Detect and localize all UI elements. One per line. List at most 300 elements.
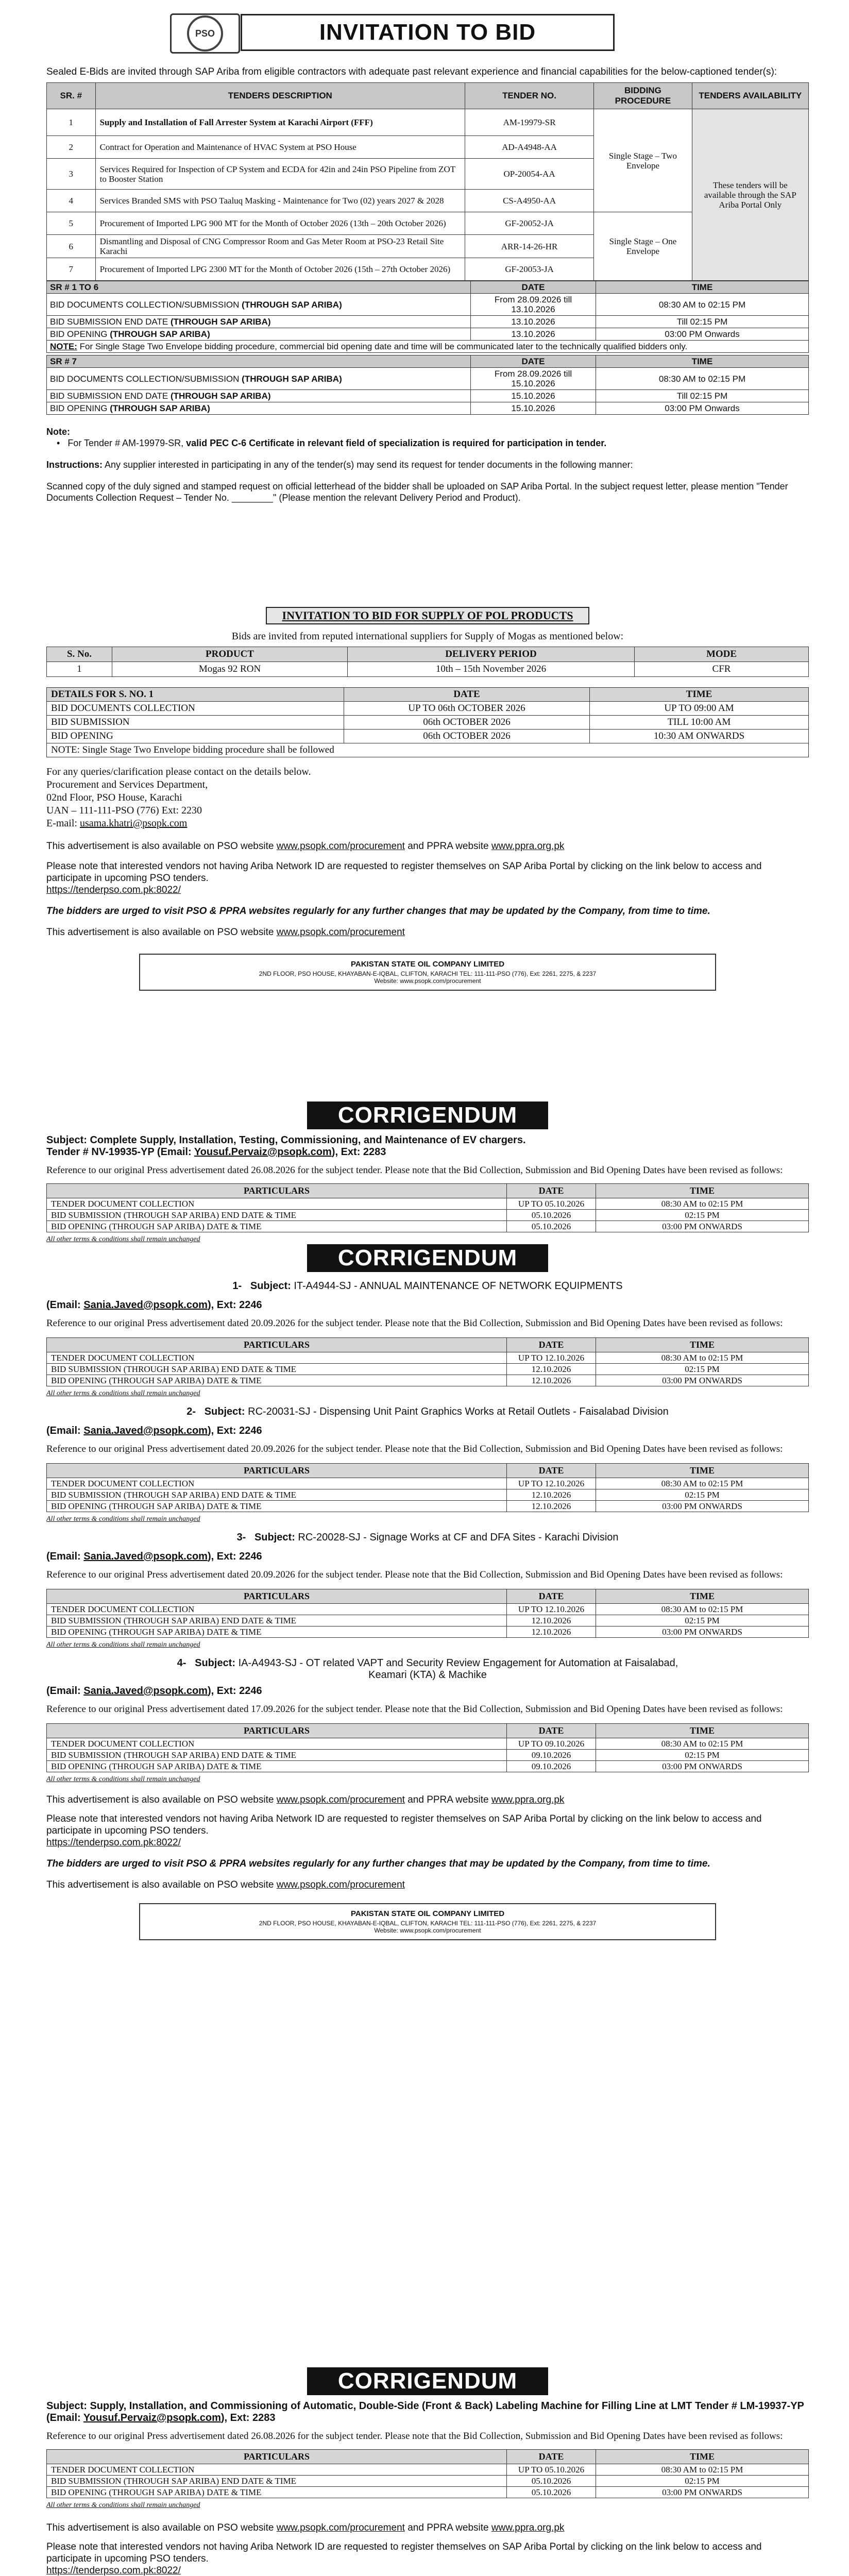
item-no: 2- <box>186 1406 196 1417</box>
schedule-header <box>47 281 809 294</box>
footer-website: Website: www.psopk.com/procurement <box>374 1927 481 1934</box>
pso-link[interactable]: www.psopk.com/procurement <box>276 1794 405 1805</box>
cell-procedure: Single Stage – Two Envelope <box>594 109 692 212</box>
col-date: DATE <box>507 1338 596 1352</box>
email-link[interactable]: Sania.Javed@psopk.com <box>83 1299 208 1311</box>
cell-date: 15.10.2026 <box>471 390 596 402</box>
cell <box>47 328 471 341</box>
cell-time: 08:30 AM to 02:15 PM <box>596 1738 809 1750</box>
instructions <box>46 459 809 470</box>
corr-email: (Email: Sania.Javed@psopk.com), Ext: 2246 <box>46 1551 262 1562</box>
cell-time: Till 02:15 PM <box>596 390 809 402</box>
email-label: E-mail: <box>46 818 80 829</box>
contact-line: UAN – 111-111-PSO (776) Ext: 2230 <box>46 805 202 816</box>
cell-particulars: TENDER DOCUMENT COLLECTION <box>47 1352 507 1364</box>
cell-date: 13.10.2026 <box>471 328 596 341</box>
cell-sr: 7 <box>47 258 96 281</box>
cell-time: 03:00 PM ONWARDS <box>596 1626 809 1638</box>
cell-time: 08:30 AM to 02:15 PM <box>596 294 809 316</box>
subject-text: RC-20031-SJ - Dispensing Unit Paint Graphics Works at Retail Outlets - Faisalabad Division <box>245 1406 669 1417</box>
cell-date: 05.10.2026 <box>507 1210 596 1221</box>
cell-bold: (THROUGH SAP ARIBA) <box>242 374 342 384</box>
corrigendum-title: CORRIGENDUM <box>307 1101 548 1129</box>
corr-header-row <box>47 1464 809 1478</box>
cell-time: 02:15 PM <box>596 1615 809 1626</box>
ariba-link[interactable]: https://tenderpso.com.pk:8022/ <box>46 2565 181 2576</box>
cell-particulars: BID OPENING (THROUGH SAP ARIBA) DATE & TIME <box>47 1626 507 1638</box>
footer-company: PAKISTAN STATE OIL COMPANY LIMITED <box>350 960 505 969</box>
details-header-row <box>47 688 809 702</box>
cell-date: 05.10.2026 <box>507 2476 596 2487</box>
table-row <box>47 368 809 390</box>
adv-text: This advertisement is also available on PSO website <box>46 1794 277 1805</box>
table-row <box>47 1375 809 1386</box>
cell-time: 08:30 AM to 02:15 PM <box>596 1478 809 1489</box>
cell-time: 08:30 AM to 02:15 PM <box>596 1198 809 1210</box>
cell-particulars: BID OPENING (THROUGH SAP ARIBA) DATE & TIME <box>47 2487 507 2498</box>
col-date: DATE <box>507 1464 596 1478</box>
page-title: INVITATION TO BID <box>241 14 615 51</box>
ariba-note: Please note that interested vendors not having Ariba Network ID are requested to register themselves on SAP Ariba Portal by clicking on the link below to access and participate in upcoming PSO tenders. <box>46 861 762 884</box>
subject-text: Supply, Installation, and Commissioning of Automatic, Double-Side (Front & Back) Labeling Machine for Filling Line at LMT Tender # LM-19937-YP ( <box>46 2400 804 2424</box>
corr-email: (Email: Sania.Javed@psopk.com), Ext: 2246 <box>46 1299 262 1311</box>
email-link[interactable]: Yousuf.Pervaiz@psopk.com <box>194 1146 332 1158</box>
col-date: DATE <box>507 2450 596 2464</box>
cell-particulars: TENDER DOCUMENT COLLECTION <box>47 1478 507 1489</box>
item-no: 1- <box>232 1280 242 1292</box>
table-row <box>47 730 809 743</box>
corrigendum-2 <box>46 1244 809 1940</box>
cell-date: 12.10.2026 <box>507 1626 596 1638</box>
col-time: TIME <box>596 1338 809 1352</box>
details-time-h: TIME <box>590 688 809 702</box>
schedule-7 <box>46 355 809 415</box>
footer-address: 2ND FLOOR, PSO HOUSE, KHAYABAN-E-IQBAL, CLIFTON, KARACHI TEL: 111-111-PSO (776), Ext: 2261, 2275, & 2237 <box>259 1920 597 1927</box>
table-row <box>47 743 809 757</box>
instructions-label: Instructions: <box>46 460 103 470</box>
table-row <box>47 294 809 316</box>
col-period: DELIVERY PERIOD <box>348 647 635 662</box>
email-link[interactable]: Sania.Javed@psopk.com <box>83 1425 208 1436</box>
note-item-a: For Tender # AM-19979-SR, <box>67 438 186 448</box>
cell-bold: (THROUGH SAP ARIBA) <box>242 299 342 310</box>
cell-desc: Contract for Operation and Maintenance of HVAC System at PSO House <box>95 136 465 159</box>
tenders-table <box>46 82 809 281</box>
col-particulars: PARTICULARS <box>47 1589 507 1604</box>
item-no: 4- <box>177 1657 186 1669</box>
subject-label: Subject: <box>250 1280 291 1292</box>
pol-note: NOTE: Single Stage Two Envelope bidding procedure shall be followed <box>47 743 809 757</box>
table-row <box>47 1221 809 1232</box>
cell-date: 12.10.2026 <box>507 1615 596 1626</box>
cell-period: 10th – 15th November 2026 <box>348 662 635 677</box>
cell-time: 03:00 PM ONWARDS <box>596 1761 809 1772</box>
corrigendum-title: CORRIGENDUM <box>307 2367 548 2395</box>
table-row <box>47 702 809 716</box>
cell-no: CS-A4950-AA <box>465 190 593 212</box>
cell-particulars: TENDER DOCUMENT COLLECTION <box>47 1604 507 1615</box>
adv-text: and PPRA website <box>404 1794 491 1805</box>
cell-desc: Dismantling and Disposal of CNG Compressor Room and Gas Meter Room at PSO-23 Retail Site Karachi <box>95 235 465 258</box>
corr-header-row <box>47 2450 809 2464</box>
corr-table <box>46 1463 809 1512</box>
corr-subject <box>46 1406 809 1418</box>
cell-bold: (THROUGH SAP ARIBA) <box>170 317 271 327</box>
corr-reference: Reference to our original Press advertisement dated 20.09.2026 for the subject tender. Please note that the Bid Collection, Submission and Bid Opening Dates have been revised as follows: <box>46 1318 783 1329</box>
ext-text: ), Ext: 2283 <box>331 1146 386 1158</box>
cell-text: BID OPENING <box>50 403 110 413</box>
col-procedure: BIDDING PROCEDURE <box>594 83 692 109</box>
unchanged-note: All other terms & conditions shall remain unchanged <box>46 1641 200 1649</box>
cell-bold: (THROUGH SAP ARIBA) <box>170 391 271 401</box>
schedule-label: SR # 1 TO 6 <box>47 281 471 294</box>
cell <box>47 368 471 390</box>
adv-text: This advertisement is also available on PSO website <box>46 2522 277 2533</box>
ext-text: , Ext: 2246 <box>211 1299 262 1311</box>
subject-label: Subject: <box>195 1657 236 1669</box>
col-time: TIME <box>596 1724 809 1738</box>
email-label: Email: <box>160 1146 194 1158</box>
corr-reference: Reference to our original Press advertisement dated 20.09.2026 for the subject tender. Please note that the Bid Collection, Submission and Bid Opening Dates have been revised as follows: <box>46 1569 783 1580</box>
ppra-link[interactable]: www.ppra.org.pk <box>491 2522 565 2533</box>
cell-particulars: BID SUBMISSION (THROUGH SAP ARIBA) END DATE & TIME <box>47 1750 507 1761</box>
cell-date: UP TO 06th OCTOBER 2026 <box>344 702 590 716</box>
adv-line <box>46 1794 809 1806</box>
pso-link[interactable]: www.psopk.com/procurement <box>276 841 405 852</box>
cell-date: From 28.09.2026 till 13.10.2026 <box>471 294 596 316</box>
table-row <box>47 1489 809 1501</box>
cell-text: BID OPENING <box>50 329 110 339</box>
ariba-link[interactable]: https://tenderpso.com.pk:8022/ <box>46 885 181 895</box>
cell-text: BID DOCUMENTS COLLECTION/SUBMISSION <box>50 374 242 384</box>
corr-reference: Reference to our original Press advertisement dated 20.09.2026 for the subject tender. Please note that the Bid Collection, Submission and Bid Opening Dates have been revised as follows: <box>46 1444 783 1454</box>
table-row <box>47 390 809 402</box>
cell-time: 02:15 PM <box>596 1750 809 1761</box>
ariba-note: Please note that interested vendors not having Ariba Network ID are requested to register themselves on SAP Ariba Portal by clicking on the link below to access and participate in upcoming PSO tenders. <box>46 1814 762 1836</box>
contact-email-line <box>46 817 809 830</box>
cell-date: UP TO 12.10.2026 <box>507 1478 596 1489</box>
urge-text: The bidders are urged to visit PSO & PPRA websites regularly for any further changes that may be updated by the Company, from time to time. <box>46 906 710 917</box>
cell <box>47 390 471 402</box>
corr-tender <box>46 1146 809 1158</box>
cell-time: 02:15 PM <box>596 2476 809 2487</box>
corr-subject <box>46 1134 809 1146</box>
cell-date: 09.10.2026 <box>507 1761 596 1772</box>
table-row <box>47 1501 809 1512</box>
table-row <box>47 1364 809 1375</box>
cell-label: BID SUBMISSION <box>47 716 344 730</box>
schedule-time-h: TIME <box>596 281 809 294</box>
cell-date: 05.10.2026 <box>507 2487 596 2498</box>
subject-label: Subject: <box>46 2400 87 2412</box>
details-label: DETAILS FOR S. NO. 1 <box>47 688 344 702</box>
schedule-label: SR # 7 <box>47 355 471 368</box>
col-time: TIME <box>596 1589 809 1604</box>
table-row <box>47 316 809 328</box>
pso-link[interactable]: www.psopk.com/procurement <box>276 2522 405 2533</box>
cell-time: UP TO 09:00 AM <box>590 702 809 716</box>
cell-particulars: TENDER DOCUMENT COLLECTION <box>47 2464 507 2476</box>
unchanged-note: All other terms & conditions shall remain unchanged <box>46 2501 200 2509</box>
cell-particulars: BID SUBMISSION (THROUGH SAP ARIBA) END DATE & TIME <box>47 1489 507 1501</box>
email-link[interactable]: Sania.Javed@psopk.com <box>83 1685 208 1697</box>
cell-mode: CFR <box>635 662 809 677</box>
email-label: Email: <box>49 1551 84 1562</box>
cell-sr: 3 <box>47 159 96 190</box>
cell-time: 08:30 AM to 02:15 PM <box>596 1352 809 1364</box>
cell-date: 06th OCTOBER 2026 <box>344 730 590 743</box>
unchanged-note: All other terms & conditions shall remain unchanged <box>46 1389 200 1397</box>
itb-section <box>46 9 809 503</box>
ppra-link[interactable]: www.ppra.org.pk <box>491 841 565 852</box>
subject-label: Subject: <box>46 1134 87 1146</box>
cell <box>47 402 471 415</box>
ariba-note: Please note that interested vendors not having Ariba Network ID are requested to register themselves on SAP Ariba Portal by clicking on the link below to access and participate in upcoming PSO tenders. <box>46 2541 762 2564</box>
cell-no: GF-20053-JA <box>465 258 593 281</box>
pol-adv-block <box>46 840 809 938</box>
col-particulars: PARTICULARS <box>47 1184 507 1198</box>
cell-particulars: TENDER DOCUMENT COLLECTION <box>47 1738 507 1750</box>
corrigendum-3 <box>46 2367 809 2576</box>
adv-line <box>46 2522 809 2534</box>
note-item-b: valid PEC C-6 Certificate in relevant field of specialization is required for participation in tender. <box>186 438 607 448</box>
schedule-time-h: TIME <box>596 355 809 368</box>
cell-desc: Supply and Installation of Fall Arrester System at Karachi Airport (FFF) <box>95 109 465 136</box>
corrigendum-1 <box>46 1101 809 1244</box>
col-particulars: PARTICULARS <box>47 2450 507 2464</box>
adv-text: This advertisement is also available on PSO website <box>46 841 277 852</box>
cell-time: 03:00 PM ONWARDS <box>596 1221 809 1232</box>
intro-text: Sealed E-Bids are invited through SAP Ariba from eligible contractors with adequate past relevant experience and financial capabilities for the below-captioned tender(s): <box>46 66 777 77</box>
adv-line <box>46 840 809 852</box>
table-row <box>47 328 809 341</box>
adv-text: and PPRA website <box>404 2522 491 2533</box>
table-row <box>47 402 809 415</box>
cell-date: UP TO 12.10.2026 <box>507 1352 596 1364</box>
col-date: DATE <box>507 1184 596 1198</box>
cell-time: 08:30 AM to 02:15 PM <box>596 368 809 390</box>
col-date: DATE <box>507 1724 596 1738</box>
table-row <box>47 662 809 677</box>
schedule-date-h: DATE <box>471 281 596 294</box>
footer <box>139 1903 716 1940</box>
cell-time: 02:15 PM <box>596 1489 809 1501</box>
table-row <box>47 1604 809 1615</box>
subject-text: RC-20028-SJ - Signage Works at CF and DFA Sites - Karachi Division <box>295 1532 619 1543</box>
schedule-note <box>47 341 809 353</box>
cell-time: 08:30 AM to 02:15 PM <box>596 1604 809 1615</box>
details-date-h: DATE <box>344 688 590 702</box>
cell-availability: These tenders will be available through the SAP Ariba Portal Only <box>692 109 808 281</box>
cell-no: OP-20054-AA <box>465 159 593 190</box>
cell-date: 13.10.2026 <box>471 316 596 328</box>
cell-particulars: BID OPENING (THROUGH SAP ARIBA) DATE & TIME <box>47 1375 507 1386</box>
urge-text: The bidders are urged to visit PSO & PPRA websites regularly for any further changes that may be updated by the Company, from time to time. <box>46 1858 710 1869</box>
cell-bold: (THROUGH SAP ARIBA) <box>110 403 210 413</box>
col-time: TIME <box>596 1184 809 1198</box>
pol-header-row <box>47 647 809 662</box>
tender-no: Tender # NV-19935-YP ( <box>46 1146 161 1158</box>
table-row <box>47 1615 809 1626</box>
logo-text: PSO <box>187 15 223 52</box>
ext-text: , Ext: 2246 <box>211 1685 262 1697</box>
cell-desc: Procurement of Imported LPG 900 MT for the Month of October 2026 (13th – 20th October 2026) <box>95 212 465 235</box>
ext-text: , Ext: 2246 <box>211 1425 262 1436</box>
cell-date: 12.10.2026 <box>507 1364 596 1375</box>
cell-bold: (THROUGH SAP ARIBA) <box>110 329 210 339</box>
unchanged-note: All other terms & conditions shall remain unchanged <box>46 1235 200 1243</box>
corr-table <box>46 1589 809 1638</box>
adv-text: and PPRA website <box>404 841 491 852</box>
pol-contact <box>46 766 809 830</box>
pso-link[interactable]: www.psopk.com/procurement <box>276 1879 405 1890</box>
schedule-1-6 <box>46 281 809 353</box>
col-time: TIME <box>596 2450 809 2464</box>
table-row <box>47 2464 809 2476</box>
ext-text: ), Ext: 2283 <box>220 2412 276 2424</box>
col-sno: S. No. <box>47 647 112 662</box>
subject-label: Subject: <box>254 1532 295 1543</box>
scanned-note: Scanned copy of the duly signed and stamped request on official letterhead of the bidder shall be uploaded on SAP Ariba Portal. In the subject request letter, please mention "Tender Documents Collection Request – Tender No. ________" (Please mention the relevant Delivery Period and Product). <box>46 481 788 503</box>
schedule-header <box>47 355 809 368</box>
contact-line: 02nd Floor, PSO House, Karachi <box>46 792 182 803</box>
table-row <box>47 1750 809 1761</box>
adv-line <box>46 926 809 938</box>
cell-desc: Services Required for Inspection of CP System and ECDA for 42in and 24in PSO Pipeline from ZOT to Booster Station <box>95 159 465 190</box>
adv-text: This advertisement is also available on PSO website <box>46 927 277 938</box>
subject-text-2: Keamari (KTA) & Machike <box>368 1669 487 1681</box>
cell-date: 12.10.2026 <box>507 1489 596 1501</box>
cell-date: 06th OCTOBER 2026 <box>344 716 590 730</box>
cell-particulars: BID SUBMISSION (THROUGH SAP ARIBA) END DATE & TIME <box>47 1615 507 1626</box>
cell-particulars: BID SUBMISSION (THROUGH SAP ARIBA) END DATE & TIME <box>47 2476 507 2487</box>
note-heading: Note: <box>46 427 70 437</box>
note-item: • For Tender # AM-19979-SR, valid PEC C-6 Certificate in relevant field of specialization is required for participation in tender. <box>57 438 607 448</box>
col-mode: MODE <box>635 647 809 662</box>
instructions-text: Any supplier interested in participating in any of the tender(s) may send its request for tender documents in the following manner: <box>103 460 633 470</box>
corr-header-row <box>47 1184 809 1198</box>
corr-reference: Reference to our original Press advertisement dated 17.09.2026 for the subject tender. Please note that the Bid Collection, Submission and Bid Opening Dates have been revised as follows: <box>46 1704 783 1715</box>
table-row <box>47 1210 809 1221</box>
cell-sno: 1 <box>47 662 112 677</box>
table-row <box>47 1198 809 1210</box>
cell-time: 03:00 PM ONWARDS <box>596 1501 809 1512</box>
footer-company: PAKISTAN STATE OIL COMPANY LIMITED <box>350 1909 505 1918</box>
cell-particulars: BID SUBMISSION (THROUGH SAP ARIBA) END DATE & TIME <box>47 1364 507 1375</box>
cell-date: 12.10.2026 <box>507 1375 596 1386</box>
cell-no: GF-20052-JA <box>465 212 593 235</box>
cell-no: ARR-14-26-HR <box>465 235 593 258</box>
col-time: TIME <box>596 1464 809 1478</box>
pol-title: INVITATION TO BID FOR SUPPLY OF POL PRODUCTS <box>266 607 590 624</box>
cell-time: 03:00 PM Onwards <box>596 402 809 415</box>
corr-reference: Reference to our original Press advertisement dated 26.08.2026 for the subject tender. Please note that the Bid Collection, Submission and Bid Opening Dates have been revised as follows: <box>46 2431 783 2442</box>
cell-no: AM-19979-SR <box>465 109 593 136</box>
email-link[interactable]: Sania.Javed@psopk.com <box>83 1551 208 1562</box>
corr-subject <box>46 2400 809 2424</box>
subject-text: Complete Supply, Installation, Testing, Commissioning, and Maintenance of EV chargers. <box>87 1134 526 1146</box>
corr-table <box>46 1337 809 1386</box>
subject-text: IT-A4944-SJ - ANNUAL MAINTENANCE OF NETWORK EQUIPMENTS <box>291 1280 623 1292</box>
ariba-link[interactable]: https://tenderpso.com.pk:8022/ <box>46 1837 181 1848</box>
cell-particulars: BID OPENING (THROUGH SAP ARIBA) DATE & TIME <box>47 1761 507 1772</box>
email-link[interactable]: Yousuf.Pervaiz@psopk.com <box>83 2412 221 2424</box>
table-row <box>47 1478 809 1489</box>
col-availability: TENDERS AVAILABILITY <box>692 83 808 109</box>
email-label: Email: <box>49 1685 84 1697</box>
cell-time: 02:15 PM <box>596 1210 809 1221</box>
col-particulars: PARTICULARS <box>47 1338 507 1352</box>
table-row <box>47 1738 809 1750</box>
cell-sr: 6 <box>47 235 96 258</box>
adv-line <box>46 1879 809 1891</box>
table-row <box>47 716 809 730</box>
cell-sr: 4 <box>47 190 96 212</box>
cell-label: BID OPENING <box>47 730 344 743</box>
notes-block <box>46 426 809 503</box>
col-product: PRODUCT <box>112 647 348 662</box>
pol-table <box>46 647 809 677</box>
contact-line: Procurement and Services Department, <box>46 779 208 790</box>
footer <box>139 954 716 991</box>
cell-desc: Services Branded SMS with PSO Taaluq Masking - Maintenance for Two (02) years 2027 & 2028 <box>95 190 465 212</box>
cell-text: BID DOCUMENTS COLLECTION/SUBMISSION <box>50 299 242 310</box>
cell-text: BID SUBMISSION END DATE <box>50 391 171 401</box>
cell-time: 02:15 PM <box>596 1364 809 1375</box>
cell-date: UP TO 09.10.2026 <box>507 1738 596 1750</box>
corr-table <box>46 1723 809 1772</box>
corr3-adv-block <box>46 2522 809 2576</box>
corr2-adv-block <box>46 1794 809 1891</box>
corr-email: (Email: Sania.Javed@psopk.com), Ext: 2246 <box>46 1685 262 1697</box>
unchanged-note: All other terms & conditions shall remain unchanged <box>46 1775 200 1783</box>
ppra-link[interactable]: www.ppra.org.pk <box>491 1794 565 1805</box>
schedule-date-h: DATE <box>471 355 596 368</box>
adv-text: This advertisement is also available on PSO website <box>46 1879 277 1890</box>
pol-section <box>46 607 809 991</box>
corr-subject <box>46 1657 809 1669</box>
corr-subject <box>46 1532 809 1544</box>
cell-particulars: BID SUBMISSION (THROUGH SAP ARIBA) END DATE & TIME <box>47 1210 507 1221</box>
corr-table <box>46 2449 809 2498</box>
cell-date: 05.10.2026 <box>507 1221 596 1232</box>
corr-subject <box>46 1280 809 1292</box>
corr-header-row <box>47 1338 809 1352</box>
cell-date: From 28.09.2026 till 15.10.2026 <box>471 368 596 390</box>
cell-desc: Procurement of Imported LPG 2300 MT for the Month of October 2026 (15th – 27th October 2026) <box>95 258 465 281</box>
cell-text: BID SUBMISSION END DATE <box>50 317 171 327</box>
cell-date: 09.10.2026 <box>507 1750 596 1761</box>
contact-line: For any queries/clarification please contact on the details below. <box>46 766 311 777</box>
unchanged-note: All other terms & conditions shall remain unchanged <box>46 1515 200 1523</box>
item-no: 3- <box>236 1532 246 1543</box>
email-link[interactable]: usama.khatri@psopk.com <box>79 818 188 829</box>
cell-no: AD-A4948-AA <box>465 136 593 159</box>
pol-intro: Bids are invited from reputed international suppliers for Supply of Mogas as mentioned below: <box>231 631 624 642</box>
cell-label: BID DOCUMENTS COLLECTION <box>47 702 344 716</box>
cell-procedure: Single Stage – One Envelope <box>594 212 692 281</box>
cell-particulars: BID OPENING (THROUGH SAP ARIBA) DATE & TIME <box>47 1501 507 1512</box>
table-row <box>47 2476 809 2487</box>
footer-address: 2ND FLOOR, PSO HOUSE, KHAYABAN-E-IQBAL, CLIFTON, KARACHI TEL: 111-111-PSO (776), Ext: 2261, 2275, & 2237 <box>259 970 597 977</box>
cell-date: UP TO 05.10.2026 <box>507 1198 596 1210</box>
pso-link[interactable]: www.psopk.com/procurement <box>276 927 405 938</box>
col-desc: TENDERS DESCRIPTION <box>95 83 465 109</box>
cell-time: 03:00 PM Onwards <box>596 328 809 341</box>
footer-website: Website: www.psopk.com/procurement <box>374 977 481 985</box>
table-row <box>47 1626 809 1638</box>
corr-email: (Email: Sania.Javed@psopk.com), Ext: 2246 <box>46 1425 262 1436</box>
